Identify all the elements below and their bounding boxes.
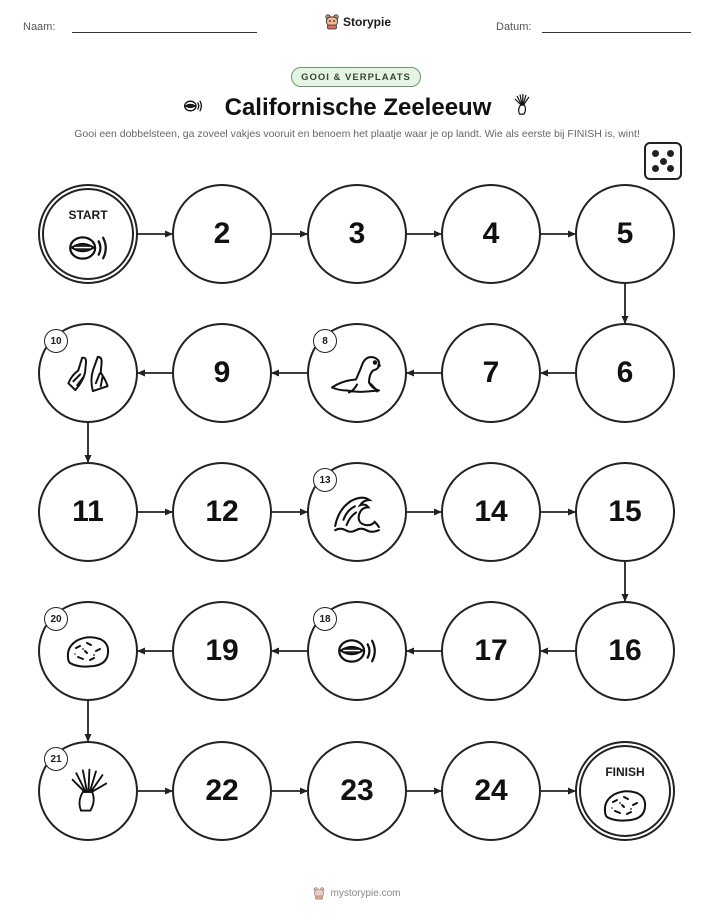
board-space-3 bbox=[307, 184, 407, 284]
space-number: 14 bbox=[474, 495, 508, 528]
space-number: 17 bbox=[474, 634, 508, 667]
board-space-7 bbox=[441, 323, 541, 423]
space-number: 7 bbox=[482, 356, 500, 389]
space-number-tag: 21 bbox=[44, 747, 68, 771]
board-space-11 bbox=[38, 462, 138, 562]
sea-anemone-icon bbox=[67, 766, 109, 816]
space-number: 5 bbox=[616, 217, 634, 250]
footer bbox=[0, 887, 714, 900]
board-space-12 bbox=[172, 462, 272, 562]
page-title: Californische Zeeleeuw bbox=[224, 94, 492, 121]
mouth-sound-icon bbox=[65, 228, 111, 273]
space-number: 15 bbox=[608, 495, 642, 528]
board-space-10 bbox=[38, 323, 138, 423]
space-number: 16 bbox=[608, 634, 642, 667]
space-number: 6 bbox=[616, 356, 634, 389]
space-number-tag: 8 bbox=[313, 329, 337, 353]
finish-space bbox=[575, 741, 675, 841]
space-number-tag: 20 bbox=[44, 607, 68, 631]
footer-url: mystorypie.com bbox=[330, 888, 401, 899]
space-number-tag: 18 bbox=[313, 607, 337, 631]
board-space-4 bbox=[441, 184, 541, 284]
start-label: START bbox=[68, 208, 108, 222]
board-space-2 bbox=[172, 184, 272, 284]
board-space-21 bbox=[38, 741, 138, 841]
rock-icon bbox=[600, 785, 650, 830]
rock-icon bbox=[63, 631, 113, 671]
brand-name: Storypie bbox=[343, 15, 392, 29]
space-number: 2 bbox=[213, 217, 231, 250]
space-number: 24 bbox=[474, 774, 508, 807]
space-number-tag: 13 bbox=[313, 468, 337, 492]
space-number: 23 bbox=[340, 774, 374, 807]
space-number: 9 bbox=[213, 356, 231, 389]
board-space-15 bbox=[575, 462, 675, 562]
board-space-5 bbox=[575, 184, 675, 284]
board-space-8 bbox=[307, 323, 407, 423]
board-space-24 bbox=[441, 741, 541, 841]
instructions: Gooi een dobbelsteen, ga zoveel vakjes vooruit en benoem het plaatje waar je op landt. Wie als eerste bij FINISH is, wint! bbox=[74, 128, 640, 140]
board-space-22 bbox=[172, 741, 272, 841]
name-label: Naam: bbox=[23, 21, 56, 33]
board-space-9 bbox=[172, 323, 272, 423]
storypie-logo-icon bbox=[313, 887, 325, 900]
wave-icon bbox=[331, 488, 383, 536]
sea-lion-icon bbox=[327, 349, 387, 397]
space-number: 3 bbox=[348, 217, 366, 250]
space-number: 19 bbox=[205, 634, 239, 667]
board-space-20 bbox=[38, 601, 138, 701]
board-space-18 bbox=[307, 601, 407, 701]
board-space-6 bbox=[575, 323, 675, 423]
date-label: Datum: bbox=[496, 21, 532, 33]
game-type-badge: GOOI & VERPLAATS bbox=[291, 67, 421, 87]
space-number: 11 bbox=[72, 495, 104, 528]
finish-label: FINISH bbox=[605, 765, 645, 779]
start-space bbox=[38, 184, 138, 284]
board-space-16 bbox=[575, 601, 675, 701]
flippers-icon bbox=[62, 351, 114, 395]
space-number: 12 bbox=[205, 495, 239, 528]
board-space-13 bbox=[307, 462, 407, 562]
space-number: 4 bbox=[482, 217, 500, 250]
space-number-tag: 10 bbox=[44, 329, 68, 353]
board-space-23 bbox=[307, 741, 407, 841]
board-space-14 bbox=[441, 462, 541, 562]
board-space-17 bbox=[441, 601, 541, 701]
space-number: 22 bbox=[205, 774, 239, 807]
mouth-sound-icon bbox=[334, 631, 380, 671]
board-space-19 bbox=[172, 601, 272, 701]
